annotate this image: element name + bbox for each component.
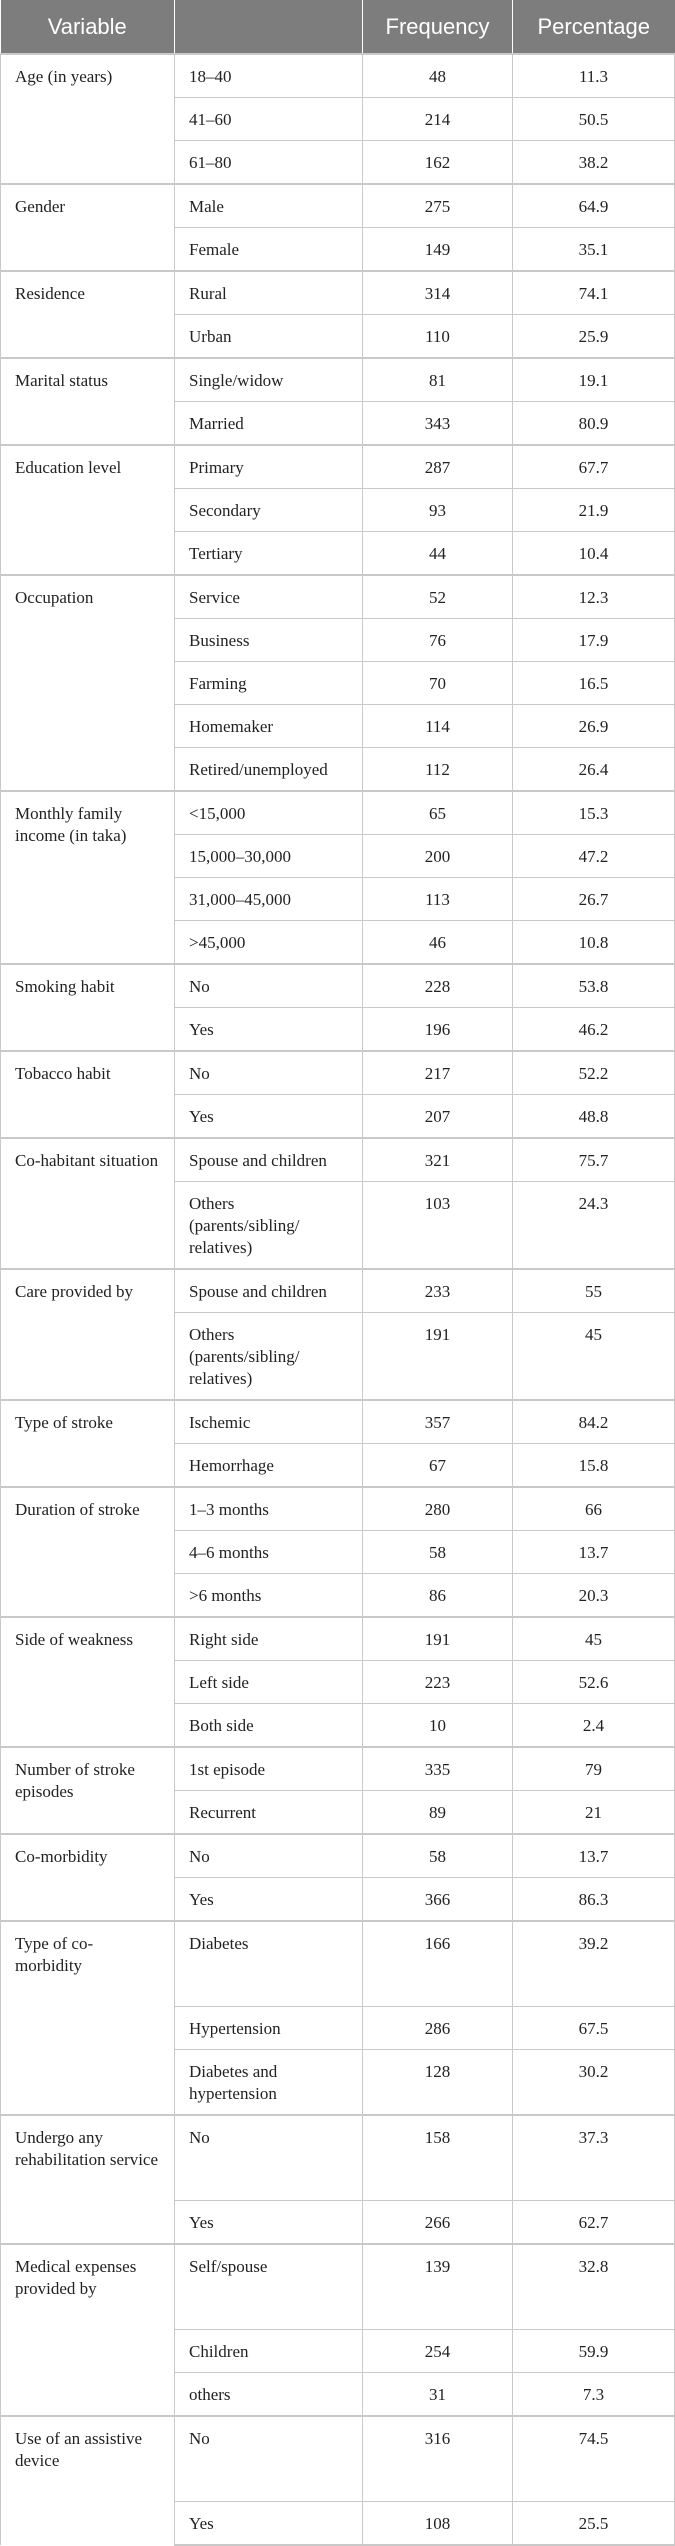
percentage-cell: 20.3 bbox=[513, 1574, 675, 1618]
frequency-cell: 108 bbox=[363, 2502, 513, 2546]
percentage-cell: 25.9 bbox=[513, 315, 675, 359]
variable-cell: Type of stroke bbox=[1, 1400, 175, 1487]
category-cell: Business bbox=[175, 619, 363, 662]
table-row bbox=[1, 54, 675, 98]
frequency-cell: 48 bbox=[363, 54, 513, 98]
variable-cell: Co-morbidity bbox=[1, 1834, 175, 1921]
percentage-cell: 35.1 bbox=[513, 228, 675, 272]
percentage-cell: 74.5 bbox=[513, 2416, 675, 2502]
percentage-cell: 45 bbox=[513, 1617, 675, 1661]
header-category bbox=[175, 0, 363, 54]
header-frequency: Frequency bbox=[363, 0, 513, 54]
percentage-cell: 10.8 bbox=[513, 921, 675, 965]
frequency-cell: 128 bbox=[363, 2050, 513, 2116]
table-row bbox=[1, 1269, 675, 1313]
category-cell: >45,000 bbox=[175, 921, 363, 965]
category-cell: Secondary bbox=[175, 489, 363, 532]
percentage-cell: 17.9 bbox=[513, 619, 675, 662]
category-cell: Others (parents/sibling/ relatives) bbox=[175, 1182, 363, 1270]
category-cell: <15,000 bbox=[175, 791, 363, 835]
percentage-cell: 32.8 bbox=[513, 2244, 675, 2330]
frequency-cell: 343 bbox=[363, 402, 513, 446]
percentage-cell: 30.2 bbox=[513, 2050, 675, 2116]
frequency-cell: 110 bbox=[363, 315, 513, 359]
frequency-cell: 275 bbox=[363, 184, 513, 228]
percentage-cell: 45 bbox=[513, 1313, 675, 1401]
table-row bbox=[1, 445, 675, 489]
percentage-cell: 12.3 bbox=[513, 575, 675, 619]
variable-cell: Occupation bbox=[1, 575, 175, 791]
frequency-cell: 266 bbox=[363, 2201, 513, 2245]
category-cell: 61–80 bbox=[175, 141, 363, 185]
variable-cell: Medical expenses provided by bbox=[1, 2244, 175, 2416]
table-row bbox=[1, 1921, 675, 2007]
frequency-cell: 286 bbox=[363, 2007, 513, 2050]
percentage-cell: 15.3 bbox=[513, 791, 675, 835]
frequency-cell: 103 bbox=[363, 1182, 513, 1270]
percentage-cell: 59.9 bbox=[513, 2330, 675, 2373]
variable-cell: Education level bbox=[1, 445, 175, 575]
variable-cell: Co-habitant situation bbox=[1, 1138, 175, 1269]
variable-cell: Number of stroke episodes bbox=[1, 1747, 175, 1834]
category-cell: Yes bbox=[175, 2201, 363, 2245]
variable-cell: Age (in years) bbox=[1, 54, 175, 184]
percentage-cell: 26.7 bbox=[513, 878, 675, 921]
percentage-cell: 25.5 bbox=[513, 2502, 675, 2546]
table-header-row bbox=[1, 0, 675, 54]
percentage-cell: 13.7 bbox=[513, 1531, 675, 1574]
frequency-cell: 233 bbox=[363, 1269, 513, 1313]
table-row bbox=[1, 1138, 675, 1182]
category-cell: No bbox=[175, 1834, 363, 1878]
percentage-cell: 10.4 bbox=[513, 532, 675, 576]
percentage-cell: 46.2 bbox=[513, 1008, 675, 1052]
percentage-cell: 74.1 bbox=[513, 271, 675, 315]
variable-cell: Marital status bbox=[1, 358, 175, 445]
frequency-cell: 70 bbox=[363, 662, 513, 705]
frequency-cell: 44 bbox=[363, 532, 513, 576]
category-cell: Rural bbox=[175, 271, 363, 315]
percentage-cell: 13.7 bbox=[513, 1834, 675, 1878]
percentage-cell: 47.2 bbox=[513, 835, 675, 878]
category-cell: Recurrent bbox=[175, 1791, 363, 1835]
frequency-cell: 31 bbox=[363, 2373, 513, 2417]
percentage-cell: 80.9 bbox=[513, 402, 675, 446]
percentage-cell: 21.9 bbox=[513, 489, 675, 532]
frequency-cell: 207 bbox=[363, 1095, 513, 1139]
frequency-cell: 93 bbox=[363, 489, 513, 532]
frequency-cell: 196 bbox=[363, 1008, 513, 1052]
category-cell: Yes bbox=[175, 2502, 363, 2546]
frequency-cell: 366 bbox=[363, 1878, 513, 1922]
frequency-cell: 223 bbox=[363, 1661, 513, 1704]
category-cell: Self/spouse bbox=[175, 2244, 363, 2330]
category-cell: Retired/unemployed bbox=[175, 748, 363, 792]
frequency-cell: 314 bbox=[363, 271, 513, 315]
table-row bbox=[1, 2416, 675, 2502]
frequency-cell: 280 bbox=[363, 1487, 513, 1531]
percentage-cell: 2.4 bbox=[513, 1704, 675, 1748]
percentage-cell: 39.2 bbox=[513, 1921, 675, 2007]
category-cell: Primary bbox=[175, 445, 363, 489]
percentage-cell: 55 bbox=[513, 1269, 675, 1313]
percentage-cell: 50.5 bbox=[513, 98, 675, 141]
frequency-cell: 58 bbox=[363, 1834, 513, 1878]
variable-cell: Side of weakness bbox=[1, 1617, 175, 1747]
frequency-cell: 214 bbox=[363, 98, 513, 141]
table-row bbox=[1, 791, 675, 835]
table-row bbox=[1, 1834, 675, 1878]
frequency-cell: 10 bbox=[363, 1704, 513, 1748]
variable-cell: Care provided by bbox=[1, 1269, 175, 1400]
table-row bbox=[1, 1617, 675, 1661]
category-cell: Diabetes bbox=[175, 1921, 363, 2007]
category-cell: Children bbox=[175, 2330, 363, 2373]
category-cell: Hypertension bbox=[175, 2007, 363, 2050]
frequency-cell: 357 bbox=[363, 1400, 513, 1444]
percentage-cell: 67.5 bbox=[513, 2007, 675, 2050]
category-cell: Male bbox=[175, 184, 363, 228]
category-cell: No bbox=[175, 2416, 363, 2502]
frequency-cell: 81 bbox=[363, 358, 513, 402]
percentage-cell: 75.7 bbox=[513, 1138, 675, 1182]
category-cell: >6 months bbox=[175, 1574, 363, 1618]
frequency-cell: 191 bbox=[363, 1617, 513, 1661]
variable-cell: Undergo any rehabilitation service bbox=[1, 2115, 175, 2244]
frequency-cell: 46 bbox=[363, 921, 513, 965]
percentage-cell: 79 bbox=[513, 1747, 675, 1791]
category-cell: Ischemic bbox=[175, 1400, 363, 1444]
percentage-cell: 38.2 bbox=[513, 141, 675, 185]
table-body bbox=[1, 54, 675, 2545]
frequency-cell: 58 bbox=[363, 1531, 513, 1574]
category-cell: Single/widow bbox=[175, 358, 363, 402]
category-cell: 4–6 months bbox=[175, 1531, 363, 1574]
percentage-cell: 62.7 bbox=[513, 2201, 675, 2245]
percentage-cell: 11.3 bbox=[513, 54, 675, 98]
category-cell: Yes bbox=[175, 1095, 363, 1139]
category-cell: No bbox=[175, 2115, 363, 2201]
category-cell: Married bbox=[175, 402, 363, 446]
category-cell: 31,000–45,000 bbox=[175, 878, 363, 921]
category-cell: Hemorrhage bbox=[175, 1444, 363, 1488]
frequency-cell: 321 bbox=[363, 1138, 513, 1182]
category-cell: Homemaker bbox=[175, 705, 363, 748]
category-cell: 41–60 bbox=[175, 98, 363, 141]
frequency-cell: 52 bbox=[363, 575, 513, 619]
variable-cell: Smoking habit bbox=[1, 964, 175, 1051]
frequency-cell: 65 bbox=[363, 791, 513, 835]
percentage-cell: 26.9 bbox=[513, 705, 675, 748]
frequency-cell: 200 bbox=[363, 835, 513, 878]
frequency-cell: 112 bbox=[363, 748, 513, 792]
percentage-cell: 67.7 bbox=[513, 445, 675, 489]
category-cell: Left side bbox=[175, 1661, 363, 1704]
variable-cell: Type of co-morbidity bbox=[1, 1921, 175, 2115]
category-cell: Yes bbox=[175, 1878, 363, 1922]
header-variable: Variable bbox=[1, 0, 175, 54]
category-cell: 15,000–30,000 bbox=[175, 835, 363, 878]
percentage-cell: 53.8 bbox=[513, 964, 675, 1008]
category-cell: Spouse and children bbox=[175, 1269, 363, 1313]
percentage-cell: 84.2 bbox=[513, 1400, 675, 1444]
percentage-cell: 16.5 bbox=[513, 662, 675, 705]
frequency-cell: 287 bbox=[363, 445, 513, 489]
frequency-cell: 166 bbox=[363, 1921, 513, 2007]
percentage-cell: 52.2 bbox=[513, 1051, 675, 1095]
percentage-cell: 26.4 bbox=[513, 748, 675, 792]
variable-cell: Monthly family income (in taka) bbox=[1, 791, 175, 964]
category-cell: Right side bbox=[175, 1617, 363, 1661]
frequency-cell: 114 bbox=[363, 705, 513, 748]
frequency-cell: 89 bbox=[363, 1791, 513, 1835]
table-row bbox=[1, 2244, 675, 2330]
category-cell: others bbox=[175, 2373, 363, 2417]
frequency-cell: 191 bbox=[363, 1313, 513, 1401]
category-cell: Diabetes and hypertension bbox=[175, 2050, 363, 2116]
category-cell: 18–40 bbox=[175, 54, 363, 98]
frequency-cell: 76 bbox=[363, 619, 513, 662]
table-row bbox=[1, 964, 675, 1008]
percentage-cell: 19.1 bbox=[513, 358, 675, 402]
frequency-cell: 254 bbox=[363, 2330, 513, 2373]
frequency-cell: 217 bbox=[363, 1051, 513, 1095]
percentage-cell: 66 bbox=[513, 1487, 675, 1531]
variable-cell: Gender bbox=[1, 184, 175, 271]
percentage-cell: 48.8 bbox=[513, 1095, 675, 1139]
category-cell: Tertiary bbox=[175, 532, 363, 576]
percentage-cell: 21 bbox=[513, 1791, 675, 1835]
frequency-cell: 316 bbox=[363, 2416, 513, 2502]
category-cell: No bbox=[175, 1051, 363, 1095]
table-row bbox=[1, 1051, 675, 1095]
percentage-cell: 64.9 bbox=[513, 184, 675, 228]
variable-cell: Duration of stroke bbox=[1, 1487, 175, 1617]
frequency-cell: 67 bbox=[363, 1444, 513, 1488]
category-cell: Others (parents/sibling/ relatives) bbox=[175, 1313, 363, 1401]
percentage-cell: 86.3 bbox=[513, 1878, 675, 1922]
frequency-cell: 162 bbox=[363, 141, 513, 185]
variable-cell: Use of an assistive device bbox=[1, 2416, 175, 2545]
category-cell: 1st episode bbox=[175, 1747, 363, 1791]
category-cell: No bbox=[175, 964, 363, 1008]
category-cell: Spouse and children bbox=[175, 1138, 363, 1182]
frequency-cell: 228 bbox=[363, 964, 513, 1008]
table-row bbox=[1, 1400, 675, 1444]
percentage-cell: 7.3 bbox=[513, 2373, 675, 2417]
category-cell: Both side bbox=[175, 1704, 363, 1748]
frequency-cell: 158 bbox=[363, 2115, 513, 2201]
table-row bbox=[1, 184, 675, 228]
frequency-cell: 113 bbox=[363, 878, 513, 921]
variable-cell: Residence bbox=[1, 271, 175, 358]
category-cell: 1–3 months bbox=[175, 1487, 363, 1531]
table-row bbox=[1, 1747, 675, 1791]
frequency-cell: 139 bbox=[363, 2244, 513, 2330]
category-cell: Female bbox=[175, 228, 363, 272]
frequency-cell: 86 bbox=[363, 1574, 513, 1618]
percentage-cell: 24.3 bbox=[513, 1182, 675, 1270]
table-row bbox=[1, 2115, 675, 2201]
category-cell: Urban bbox=[175, 315, 363, 359]
frequency-cell: 335 bbox=[363, 1747, 513, 1791]
table-row bbox=[1, 1487, 675, 1531]
percentage-cell: 52.6 bbox=[513, 1661, 675, 1704]
percentage-cell: 37.3 bbox=[513, 2115, 675, 2201]
variable-cell: Tobacco habit bbox=[1, 1051, 175, 1138]
table-row bbox=[1, 575, 675, 619]
category-cell: Farming bbox=[175, 662, 363, 705]
header-percentage: Percentage bbox=[513, 0, 675, 54]
category-cell: Yes bbox=[175, 1008, 363, 1052]
category-cell: Service bbox=[175, 575, 363, 619]
percentage-cell: 15.8 bbox=[513, 1444, 675, 1488]
table-row bbox=[1, 271, 675, 315]
frequency-cell: 149 bbox=[363, 228, 513, 272]
table-row bbox=[1, 358, 675, 402]
